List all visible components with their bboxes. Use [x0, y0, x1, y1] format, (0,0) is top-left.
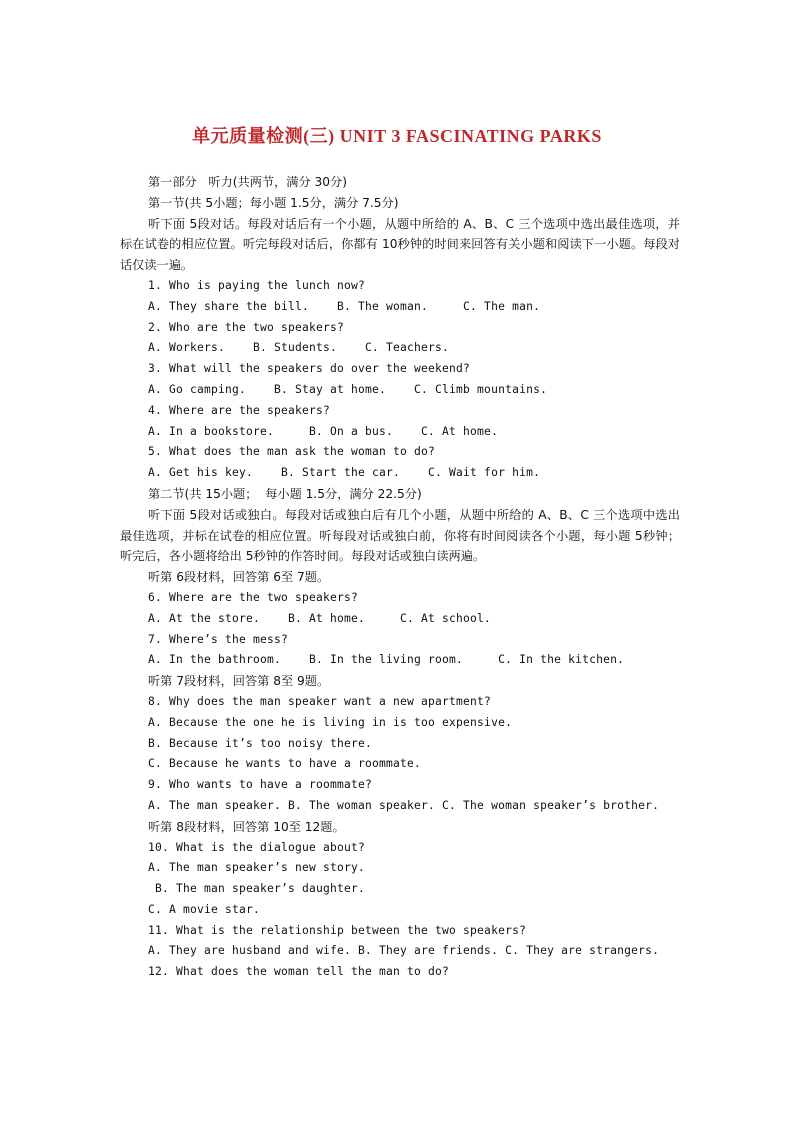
question-4-options: A. In a bookstore. B. On a bus. C. At home. — [148, 424, 499, 438]
question-2: 2. Who are the two speakers? — [148, 320, 345, 334]
section2-heading: 第二节(共 15小题； 每小题 1.5分，满分 22.5分) — [148, 486, 422, 501]
material-8-note: 听第 8段材料，回答第 10至 12题。 — [148, 819, 345, 834]
material-7-note: 听第 7段材料，回答第 8至 9题。 — [148, 674, 330, 689]
section1-instructions: 听下面 5段对话。每段对话后有一个小题，从题中所给的 A、B、C 三个选项中选出最佳选项，并标在试卷的相应位置。听完每段对话后，你都有 10秒钟的时间来回答有关小题和阅读下一小题。每段对话仅读一遍。 — [120, 216, 680, 273]
question-9-options: A. The man speaker. B. The woman speaker. C. The woman speaker’s brother. — [148, 798, 660, 812]
question-10: 10. What is the dialogue about? — [148, 840, 366, 854]
section1-heading: 第一节(共 5小题；每小题 1.5分，满分 7.5分) — [148, 195, 399, 210]
question-10-option-c: C. A movie star. — [148, 902, 261, 916]
document-title: 单元质量检测(三) UNIT 3 FASCINATING PARKS — [192, 126, 602, 146]
question-1-options: A. They share the bill. B. The woman. C. The man. — [148, 299, 541, 313]
question-6-options: A. At the store. B. At home. C. At school. — [148, 611, 492, 625]
question-8-option-b: B. Because it’s too noisy there. — [148, 736, 373, 750]
question-6: 6. Where are the two speakers? — [148, 590, 359, 604]
section2-instructions: 听下面 5段对话或独白。每段对话或独白后有几个小题，从题中所给的 A、B、C 三个选项中选出最佳选项，并标在试卷的相应位置。听每段对话或独白前，你将有时间阅读各个小题，每小题 5秒钟； 听完后，各小题将给出 5秒钟的作答时间。每段对话或独白读两遍。 — [120, 507, 680, 564]
question-12: 12. What does the woman tell the man to do? — [148, 965, 450, 979]
part1-heading: 第一部分 听力(共两节，满分 30分) — [148, 175, 347, 189]
question-8: 8. Why does the man speaker want a new apartment? — [148, 694, 492, 708]
question-10-option-a: A. The man speaker’s new story. — [148, 861, 366, 875]
question-7-options: A. In the bathroom. B. In the living room. C. In the kitchen. — [148, 653, 625, 667]
question-11: 11. What is the relationship between the two speakers? — [148, 923, 527, 937]
question-3: 3. What will the speakers do over the weekend? — [148, 362, 471, 376]
material-6-note: 听第 6段材料，回答第 6至 7题。 — [148, 570, 330, 585]
question-9: 9. Who wants to have a roommate? — [148, 778, 373, 792]
question-10-option-b: B. The man speaker’s daughter. — [148, 882, 366, 896]
listening-section — [120, 172, 680, 983]
question-8-option-c: C. Because he wants to have a roommate. — [148, 757, 422, 771]
question-8-option-a: A. Because the one he is living in is too expensive. — [148, 715, 513, 729]
question-2-options: A. Workers. B. Students. C. Teachers. — [148, 341, 450, 355]
question-1: 1. Who is paying the lunch now? — [148, 278, 366, 292]
question-7: 7. Where’s the mess? — [148, 632, 289, 646]
question-11-options: A. They are husband and wife. B. They are friends. C. They are strangers. — [148, 944, 660, 958]
question-4: 4. Where are the speakers? — [148, 403, 331, 417]
question-3-options: A. Go camping. B. Stay at home. C. Climb mountains. — [148, 382, 548, 396]
question-5: 5. What does the man ask the woman to do? — [148, 445, 436, 459]
question-5-options: A. Get his key. B. Start the car. C. Wait for him. — [148, 466, 541, 480]
